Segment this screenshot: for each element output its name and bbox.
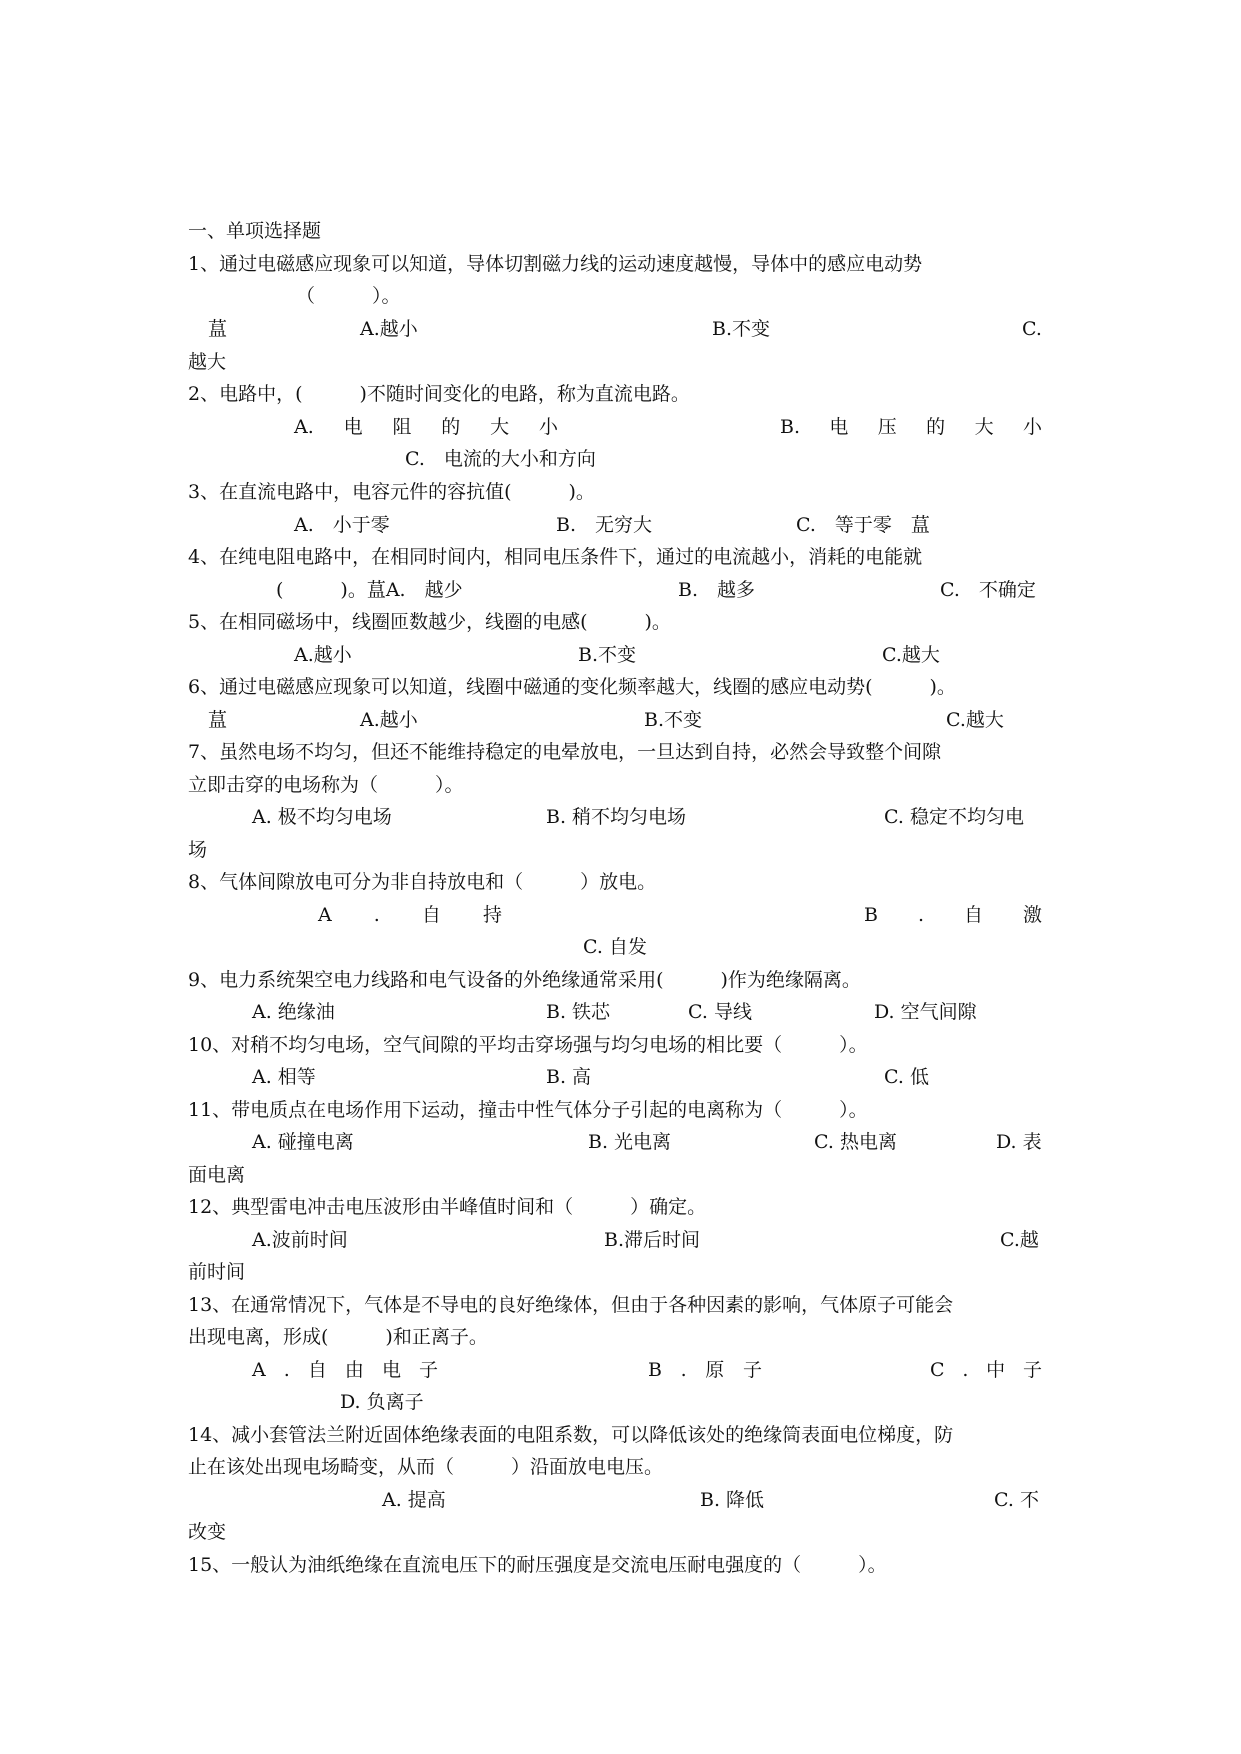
q13-a-char: . (283, 1359, 290, 1381)
q11-option-d: D. 表 (996, 1131, 1042, 1153)
q12-option-b: B.滞后时间 (604, 1229, 701, 1251)
q13-a-char: 电 (381, 1359, 401, 1381)
q6-option-b: B.不变 (644, 709, 703, 731)
q8-a-char: 自 (421, 904, 441, 926)
q13-a-char: 自 (307, 1359, 327, 1381)
q14-option-a: A. 提高 (382, 1489, 446, 1511)
q5-option-c: C.越大 (882, 644, 940, 666)
q10-option-a: A. 相等 (252, 1066, 316, 1088)
q8-a-char: 持 (482, 904, 502, 926)
q2-option-c: C. 电流的大小和方向 (405, 448, 596, 470)
q13-a-char: 子 (418, 1359, 438, 1381)
q10-option-c: C. 低 (884, 1066, 929, 1088)
q14-option-c: C. 不 (994, 1489, 1039, 1511)
q1-option-a: A.越小 (360, 318, 418, 340)
q11-option-b: B. 光电离 (588, 1131, 672, 1153)
q8-b-char: 自 (963, 904, 983, 926)
q3-option-c: C. 等于零 蒀 (796, 514, 930, 536)
q8-b-char: 激 (1022, 904, 1042, 926)
q7-option-a: A. 极不均匀电场 (252, 806, 392, 828)
q8-b-char: B (864, 904, 878, 926)
q1-option-c-cont: 越大 (188, 351, 227, 373)
q2-b-char: 压 (877, 416, 897, 438)
q14-stem-line2: 止在该处出现电场畸变，从而（ ）沿面放电电压。 (188, 1456, 664, 1478)
q7-option-c-cont: 场 (188, 839, 208, 861)
q13-b-char: 子 (742, 1359, 762, 1381)
q3-option-a: A. 小于零 (294, 514, 390, 536)
q8-a-char: . (373, 904, 380, 926)
q13-option-a (252, 1356, 438, 1384)
q5-stem: 5、在相同磁场中，线圈匝数越少，线圈的电感( )。 (188, 611, 671, 633)
q9-option-a: A. 绝缘油 (252, 1001, 335, 1023)
q2-stem: 2、电路中，( )不随时间变化的电路，称为直流电路。 (188, 383, 690, 405)
q13-option-d: D. 负离子 (340, 1391, 424, 1413)
q14-option-b: B. 降低 (700, 1489, 765, 1511)
q13-stem-line1: 13、在通常情况下，气体是不导电的良好绝缘体，但由于各种因素的影响，气体原子可能会 (188, 1294, 954, 1316)
q12-option-c: C.越 (1000, 1229, 1039, 1251)
q3-option-b: B. 无穷大 (556, 514, 653, 536)
q9-stem: 9、电力系统架空电力线路和电气设备的外绝缘通常采用( )作为绝缘隔离。 (188, 969, 861, 991)
q8-option-a (318, 901, 502, 929)
q13-c-char: 中 (986, 1359, 1006, 1381)
q14-option-c-cont: 改变 (188, 1521, 227, 1543)
q13-b-char: B (648, 1359, 662, 1381)
q13-option-c (930, 1356, 1042, 1384)
q7-option-b: B. 稍不均匀电场 (546, 806, 687, 828)
q8-b-char: . (917, 904, 924, 926)
q2-a-char: A. (294, 416, 314, 438)
q14-stem-line1: 14、减小套管法兰附近固体绝缘表面的电阻系数，可以降低该处的绝缘筒表面电位梯度，防 (188, 1424, 954, 1446)
q2-a-char: 的 (441, 416, 461, 438)
q2-b-char: 电 (829, 416, 849, 438)
q12-option-a: A.波前时间 (252, 1229, 348, 1251)
q2-b-char: 大 (974, 416, 994, 438)
q13-c-char: . (962, 1359, 969, 1381)
q13-option-b (648, 1356, 762, 1384)
q1-option-c: C. (1022, 318, 1042, 340)
q15-stem: 15、一般认为油纸绝缘在直流电压下的耐压强度是交流电压耐电强度的（ ）。 (188, 1554, 887, 1576)
q9-option-c: C. 导线 (688, 1001, 752, 1023)
q1-stem-line1: 1、通过电磁感应现象可以知道，导体切割磁力线的运动速度越慢，导体中的感应电动势 (188, 253, 923, 275)
q8-stem: 8、气体间隙放电可分为非自持放电和（ ）放电。 (188, 871, 657, 893)
q6-mark: 蒀 (208, 709, 228, 731)
q2-a-char: 大 (490, 416, 510, 438)
q2-b-char: B. (780, 416, 801, 438)
q2-a-char: 小 (538, 416, 558, 438)
q8-option-b (864, 901, 1042, 929)
q13-a-char: 由 (344, 1359, 364, 1381)
q4-option-b: B. 越多 (678, 579, 756, 601)
q2-b-char: 的 (926, 416, 946, 438)
q11-stem: 11、带电质点在电场作用下运动，撞击中性气体分子引起的电离称为（ ）。 (188, 1099, 868, 1121)
q1-option-b: B.不变 (712, 318, 771, 340)
q7-option-c: C. 稳定不均匀电 (884, 806, 1024, 828)
q7-stem-line1: 7、虽然电场不均匀，但还不能维持稳定的电晕放电，一旦达到自持，必然会导致整个间隙 (188, 741, 942, 763)
q6-option-c: C.越大 (946, 709, 1004, 731)
q13-c-char: C (930, 1359, 945, 1381)
q9-option-d: D. 空气间隙 (874, 1001, 977, 1023)
q13-a-char: A (252, 1359, 266, 1381)
q9-option-b: B. 铁芯 (546, 1001, 611, 1023)
q11-option-c: C. 热电离 (814, 1131, 897, 1153)
q1-mark: 蒀 (208, 318, 228, 340)
q7-stem-line2: 立即击穿的电场称为（ ）。 (188, 774, 464, 796)
q10-option-b: B. 高 (546, 1066, 592, 1088)
q13-c-char: 子 (1022, 1359, 1042, 1381)
q12-option-c-cont: 前时间 (188, 1261, 246, 1283)
q6-option-a: A.越小 (360, 709, 418, 731)
section-heading: 一、单项选择题 (188, 220, 322, 242)
q2-b-char: 小 (1022, 416, 1042, 438)
q13-b-char: . (680, 1359, 687, 1381)
q3-stem: 3、在直流电路中，电容元件的容抗值( )。 (188, 481, 595, 503)
q13-b-char: 原 (705, 1359, 725, 1381)
q2-a-char: 阻 (392, 416, 412, 438)
q5-option-a: A.越小 (294, 644, 352, 666)
q8-a-char: A (318, 904, 332, 926)
q11-option-a: A. 碰撞电离 (252, 1131, 354, 1153)
q2-a-char: 电 (343, 416, 363, 438)
q10-stem: 10、对稍不均匀电场，空气间隙的平均击穿场强与均匀电场的相比要（ ）。 (188, 1034, 868, 1056)
q11-option-d-cont: 面电离 (188, 1164, 246, 1186)
q4-option-a: ( )。蒀A. 越少 (276, 579, 463, 601)
q13-stem-line2: 出现电离，形成( )和正离子。 (188, 1326, 488, 1348)
q4-stem: 4、在纯电阻电路中，在相同时间内，相同电压条件下，通过的电流越小，消耗的电能就 (188, 546, 923, 568)
q5-option-b: B.不变 (578, 644, 637, 666)
q2-option-a (294, 413, 558, 441)
q12-stem: 12、典型雷电冲击电压波形由半峰值时间和（ ）确定。 (188, 1196, 707, 1218)
q1-stem-line2: （ ）。 (296, 285, 401, 307)
q6-stem: 6、通过电磁感应现象可以知道，线圈中磁通的变化频率越大，线圈的感应电动势( )。 (188, 676, 956, 698)
q2-option-b (780, 413, 1042, 441)
q8-option-c: C. 自发 (583, 936, 647, 958)
q4-option-c: C. 不确定 (940, 579, 1036, 601)
